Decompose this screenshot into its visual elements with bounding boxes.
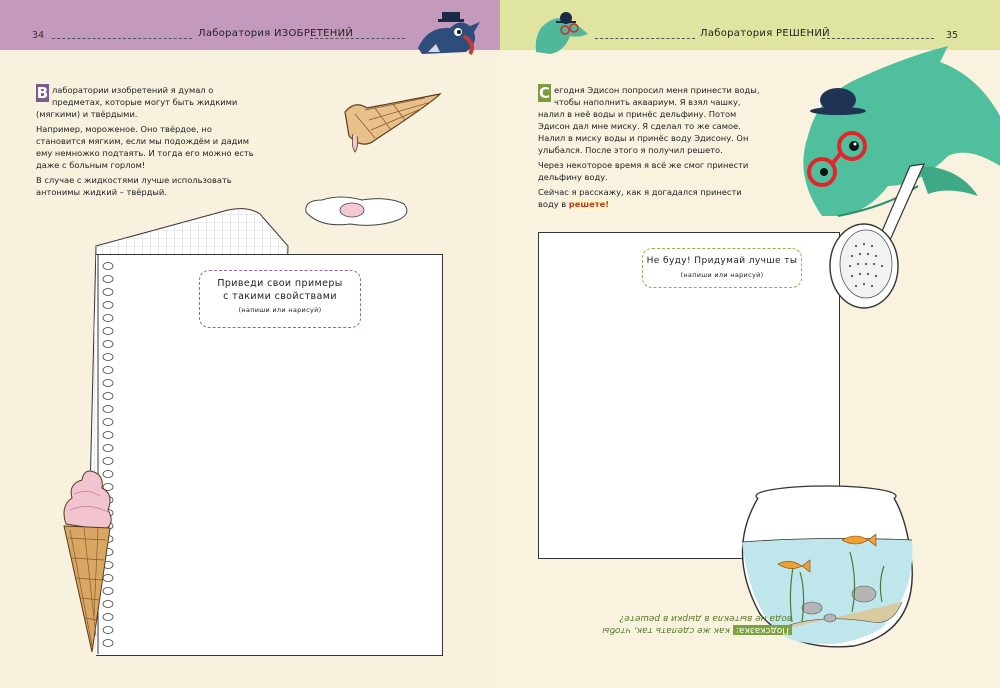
spiral-ring (103, 263, 113, 270)
paragraph: Сейчас я расскажу, как я догадался принести воду в (538, 187, 742, 209)
spiral-ring (103, 328, 113, 335)
section-title-right: Лаборатория РЕШЕНИЙ (700, 28, 830, 39)
spiral-ring (103, 393, 113, 400)
header-rule (310, 38, 405, 39)
upside-down-hint (552, 612, 792, 636)
spiral-ring (103, 406, 113, 413)
spiral-ring (103, 302, 113, 309)
prompt-box-right (642, 248, 802, 288)
bird-with-hat-icon (408, 8, 498, 56)
spiral-ring (103, 458, 113, 465)
dropcap: С (538, 84, 550, 102)
spiral-ring (103, 445, 113, 452)
paragraph: В случае с жидкостями лучше использовать антонимы жидкий – твёрдый. (36, 175, 232, 197)
header-rule (52, 38, 192, 39)
spiral-ring (103, 419, 113, 426)
dropcap: В (36, 84, 49, 102)
prompt-line-1: Приведи свои примеры (217, 278, 343, 289)
prompt-line-2: с такими свойствами (223, 291, 337, 302)
hint-text: вода не вытекла в дырки в решете? (619, 613, 792, 623)
paragraph: Например, мороженое. Оно твёрдое, но становится мягким, если мы подождём и дадим ему немножко подтаять. И тогда его можно есть даже с больным горлом! (36, 124, 254, 170)
melted-puddle-icon (300, 192, 415, 232)
right-page (500, 0, 1000, 688)
paragraph: лаборатории изобретений я думал о предметах, которые могут быть жидкими (мягкими) и твёрдыми. (36, 85, 238, 119)
waffle-cone-icon (335, 90, 445, 170)
spiral-ring (103, 380, 113, 387)
prompt-box-left (199, 270, 361, 328)
ice-cream-cone-icon (58, 466, 120, 656)
header-rule (595, 38, 695, 39)
page-number-left: 34 (32, 30, 45, 41)
section-title-left: Лаборатория ИЗОБРЕТЕНИЙ (198, 28, 354, 39)
spiral-ring (103, 432, 113, 439)
sieve-icon (820, 160, 940, 310)
spiral-ring (103, 289, 113, 296)
hint-label: Подсказка: (733, 625, 792, 635)
prompt-sub: (напиши или нарисуй) (238, 306, 322, 314)
prompt-line-1: Не буду! Придумай лучше ты (646, 256, 798, 266)
dolphin-small-icon (530, 8, 592, 54)
highlight-word: решете! (568, 199, 610, 209)
paragraph: Через некоторое время я всё же смог принести дельфину воду. (538, 160, 749, 182)
spiral-ring (103, 341, 113, 348)
prompt-sub: (напиши или нарисуй) (680, 271, 764, 279)
paragraph: егодня Эдисон попросил меня принести воды, чтобы наполнить аквариум. Я взял чашку, налил в неё воды и принёс дельфину. Потом Эдисон дал мне миску. Я сделал то же самое. Налил в миску воды и принёс воду Эдисону. Он улыбался. После этого я получил решето. (538, 85, 760, 155)
spiral-ring (103, 354, 113, 361)
hint-text: как же сделать так, чтобы (602, 625, 730, 635)
spiral-ring (103, 276, 113, 283)
page-number-right: 35 (946, 30, 959, 41)
spiral-ring (103, 367, 113, 374)
spiral-ring (103, 315, 113, 322)
left-body-text (36, 84, 261, 201)
right-body-text (538, 84, 762, 213)
